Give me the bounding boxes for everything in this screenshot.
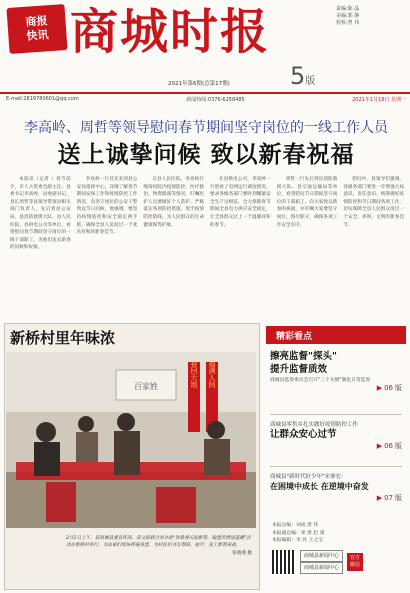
page-reference[interactable]: [270, 383, 402, 393]
editor-line: 责编:陈 晶: [336, 6, 360, 12]
sidebar-item[interactable]: [270, 350, 402, 393]
page-suffix: 版: [395, 384, 402, 392]
lead-column: 慰问中，县领导们强调，各级各部门要进一步增强大局意识、责任意识，统筹做好疫情防控和节日期间各项工作，切实保障全县人民群众度过一个安全、祥和、文明的新春佳节。: [343, 177, 405, 228]
email-text: E-mail:2819780601@qq.com: [6, 96, 79, 102]
lead-headline: 送上诚挚问候 致以新春祝福: [57, 141, 355, 168]
logo-line-2: 快讯: [26, 28, 49, 43]
caption-text: 2月1日上午，县商城县委宣传部、县文联联合举办的"欢歌喜庆迎新春，翰墨传情送温暖"活动在新桥村举行，书法家们现场挥毫泼墨，为村民们书写春联、福字，送上新春祝福。: [66, 536, 251, 549]
lead-column: 在县供电公司，李高岭一行察看了电网运行调度情况，要求各级各部门要时刻绷紧安全生产这根弦，全力保障春节期间全县电力供应安全稳定，让全县群众过上一个温暖祥和的春节。: [210, 177, 271, 228]
news-photo: [6, 352, 256, 528]
lead-column: 李高岭一行首先来到县公安局指挥中心，详细了解春节期间安保工作和疫情防控工作情况，向坚守岗位的公安干警致以节日问候。他强调，要坚持疫情防控和安全稳定两手抓，确保全县人民度过一个欢乐祥和的新春佳节。: [76, 177, 138, 236]
couplet-right: 福满人间: [208, 360, 216, 388]
sidebar-item-kicker: 商城县零售乡扎实做好疫情防控工作: [270, 422, 359, 428]
page-number: 07: [384, 494, 393, 502]
sidebar-divider: [270, 414, 402, 415]
hotline-text: 新闻热线:0376-6258485: [186, 97, 245, 103]
editor-line: 校检:曾 伟: [336, 20, 360, 26]
masthead-logo: [6, 4, 67, 54]
hotline-group: [300, 550, 343, 574]
photo-credit: 张晓燕 摄: [232, 550, 252, 556]
editor-credits: [336, 6, 406, 27]
sidebar-item[interactable]: [270, 420, 402, 451]
staff-line: 本报副总编：辜 唐 赵 康: [272, 530, 325, 536]
sidebar-item[interactable]: [270, 472, 402, 503]
logo-line-1: 商报: [25, 14, 48, 29]
edition-suffix: 版: [305, 76, 316, 87]
staff-credits: [272, 522, 402, 545]
edition-number: [290, 62, 315, 90]
page-reference[interactable]: [270, 493, 402, 503]
lead-kicker: 李高岭、周哲等领导慰问春节期间坚守岗位的一线工作人员: [24, 120, 388, 136]
photo-story-title: 新桥村里年味浓: [10, 329, 116, 347]
page-reference[interactable]: [270, 441, 402, 451]
arrow-right-icon: ▶: [376, 442, 383, 450]
sidebar-item-headline: 提升监督质效: [270, 364, 328, 375]
arrow-right-icon: ▶: [376, 494, 383, 502]
staff-line: 本报总编：刘成 唐 伟: [272, 523, 319, 528]
wall-sign: 百家姓: [134, 382, 158, 391]
lead-body: [10, 176, 404, 316]
sidebar-item-headline: 让群众安心过节: [270, 429, 337, 440]
date-text: 2021年1月18日 星期一: [352, 97, 406, 103]
lead-column: 周哲一行先后到县消防救援大队、县交通运输局等单位，看望慰问节日期间坚守岗位的干部职工，向大家致以新春的祝福，并叮嘱大家要坚守岗位，恪尽职守，确保各项工作安全有序。: [276, 177, 338, 228]
page-number: 06: [384, 442, 393, 450]
photo-illustration: [6, 352, 256, 528]
hotline-box: 商城县新闻中心: [300, 562, 343, 574]
wechat-tag: 官方微信: [347, 553, 363, 571]
couplet-left: 春回大地: [190, 360, 198, 388]
arrow-right-icon: ▶: [376, 384, 383, 392]
lead-column: 本报讯（记者 ）春节前夕，市人大常委会副主任、县委书记李高岭，县委副书记、县长周哲等县领导带领县相关部门负责人，先后到县公安局、县消防救援大队、县人民医院、县供电公司等单位，看望慰问春节期间坚守岗位的一线干部职工，为他们送去新春的问候和祝福。: [10, 177, 71, 251]
lead-column: 在县人民医院，李高岭仔细询问院内疫情防控、医疗救治、物资储备等情况，叮嘱医护人员要做好个人防护，严格落实各项防控措施，筑牢疫情防控防线，为人民群众的生命健康保驾护航。: [143, 177, 205, 228]
hotline-box: 商城县新闻中心: [300, 550, 343, 562]
newspaper-title: 商城时报: [70, 4, 271, 60]
staff-line: 本报编辑：李 亮 王之宝: [272, 538, 324, 543]
sidebar-item-sub: 商城县监察委员会召开"三个关键"强化日常监督: [270, 378, 371, 383]
qr-code-icon: [272, 550, 296, 574]
sidebar-item-kicker: 商城县"新时代好少年"宋睿宏：: [270, 474, 347, 480]
page-suffix: 版: [395, 494, 402, 502]
footer-contact: [272, 550, 404, 574]
masthead-divider: [0, 92, 410, 94]
sidebar-item-headline: 在困境中成长 在逆境中奋发: [270, 481, 369, 491]
sidebar-divider: [270, 466, 402, 467]
issue-line: 2021年第6期(总第17期): [168, 81, 230, 87]
page-number: 06: [384, 384, 393, 392]
editor-line: 美编:郭 静: [336, 13, 360, 19]
edition-num: 5: [290, 62, 306, 90]
sidebar-header: 精彩看点: [266, 326, 406, 344]
page-suffix: 版: [395, 442, 402, 450]
sidebar-item-headline: 擦亮监督"探头": [270, 351, 337, 362]
info-line: [6, 96, 406, 103]
photo-caption: [66, 535, 252, 557]
